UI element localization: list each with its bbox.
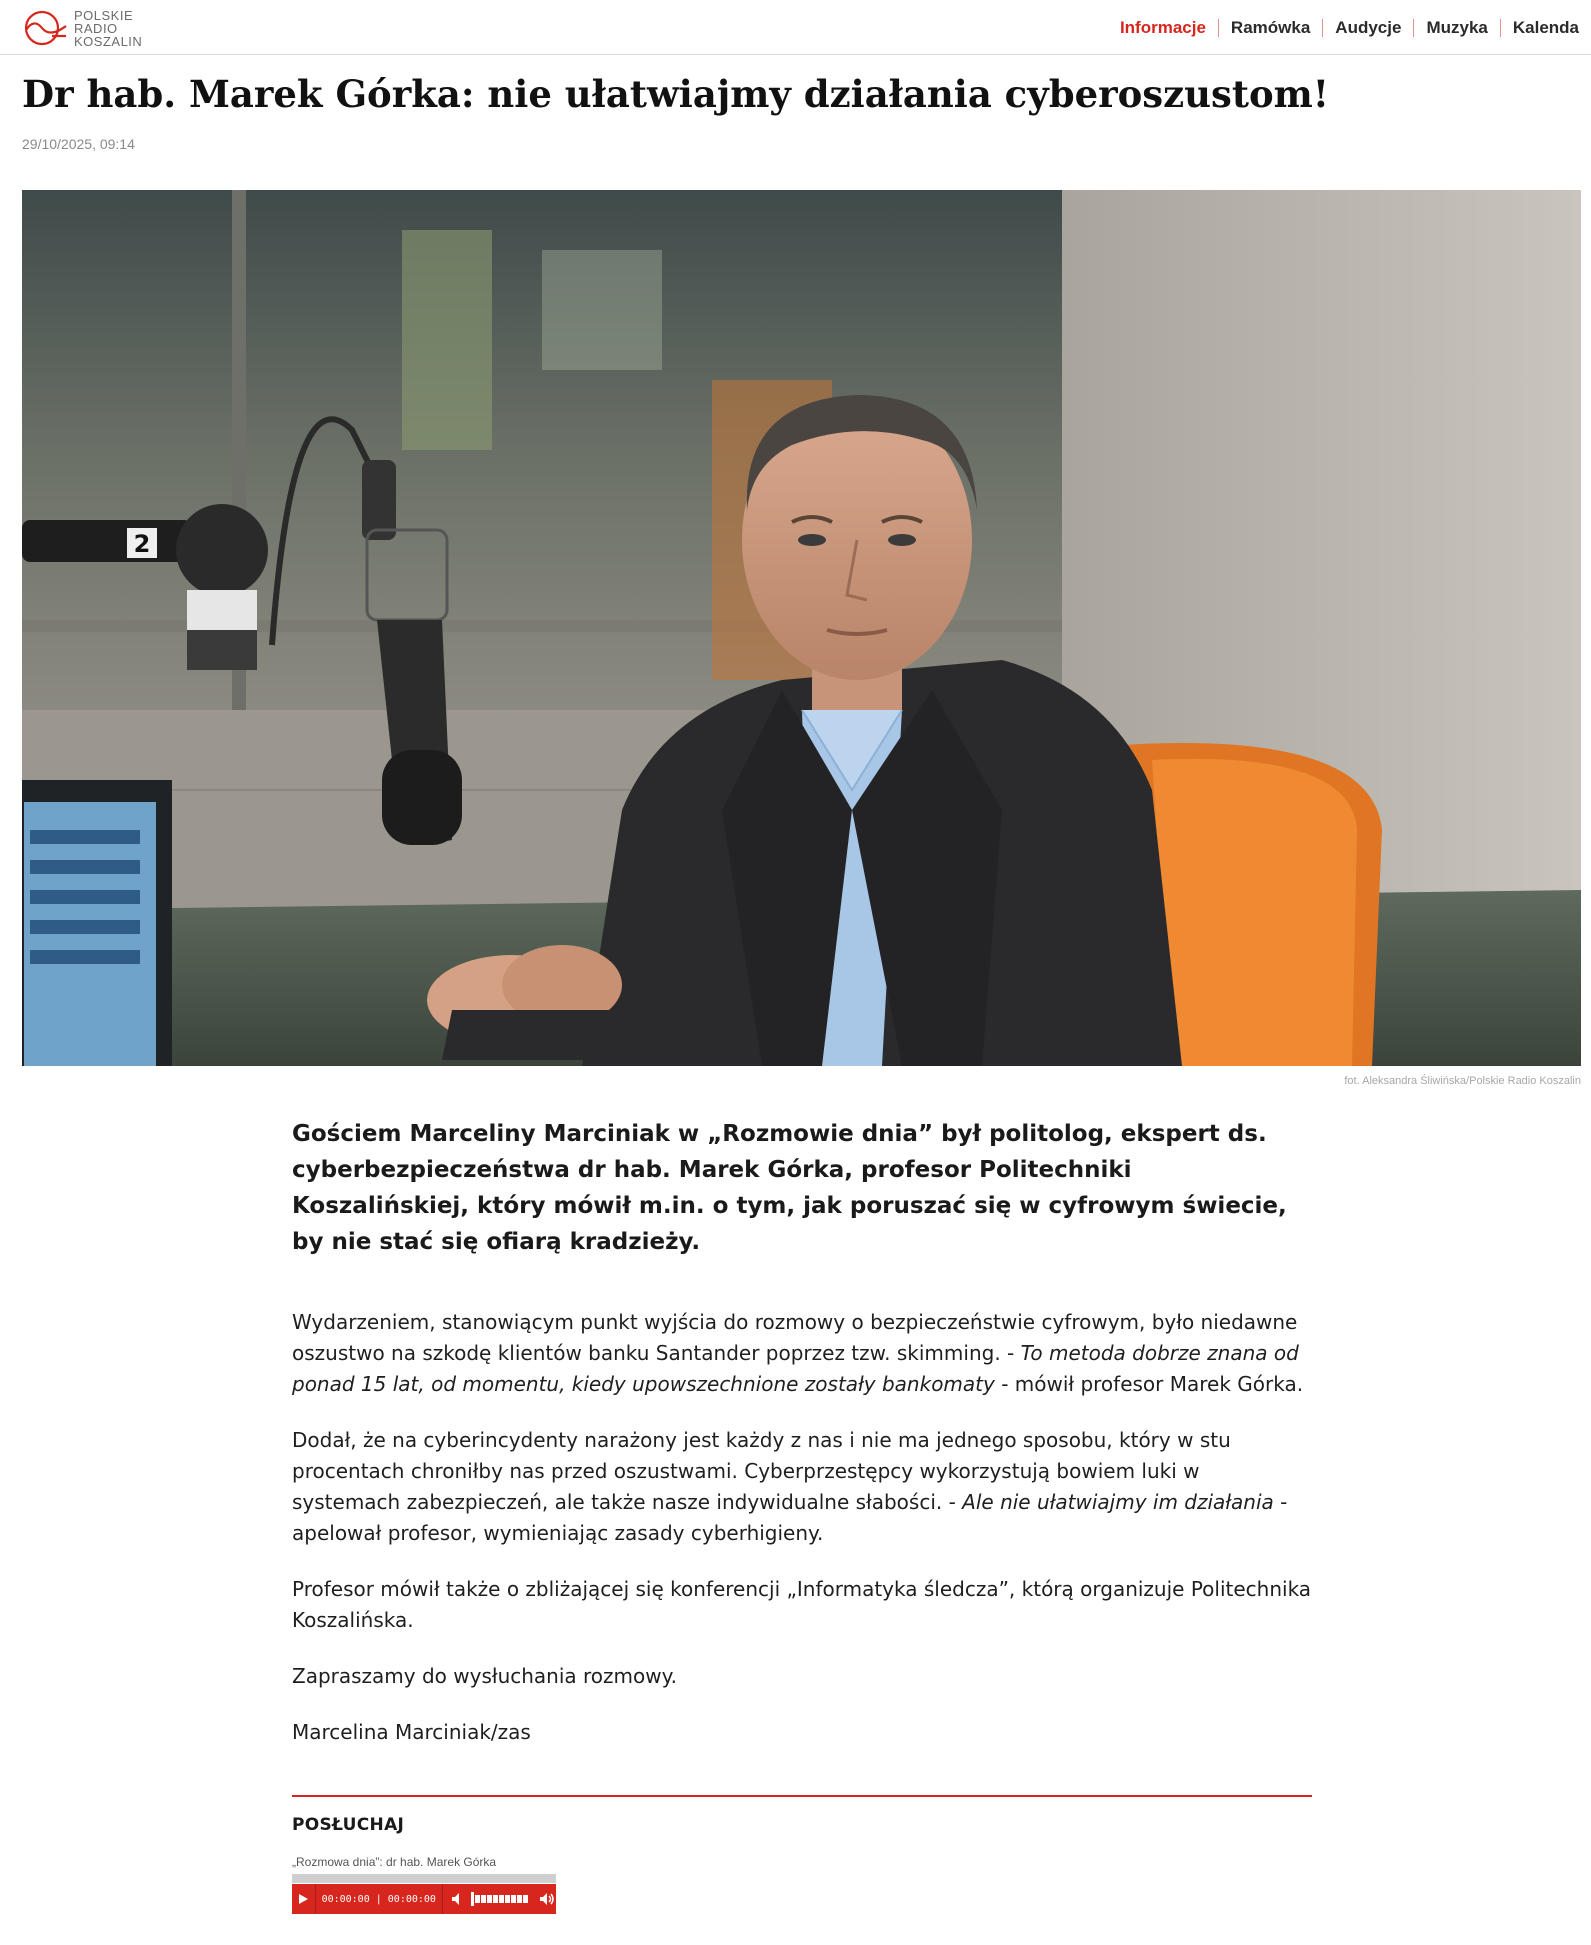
logo-wordmark [74,9,142,48]
volume-segment [481,1895,486,1903]
article-photo [22,190,1581,1066]
audio-time: 00:00:00 | 00:00:00 [316,1884,443,1914]
body-paragraph: Zapraszamy do wysłuchania rozmowy. [292,1664,677,1688]
listen-heading: POSŁUCHAJ [292,1815,405,1835]
audio-player [292,1884,556,1914]
mic-arm-number: 2 [133,530,151,558]
logo-line: RADIO [74,20,118,36]
article-body [292,1307,1312,1773]
main-nav [1108,14,1591,42]
volume-segment [517,1895,522,1903]
quote-text: To metoda dobrze znana od ponad 15 lat, od momentu, kiedy upowszechnione zostały bankomaty [292,1341,1299,1396]
volume-max-icon [539,1892,555,1906]
volume-control[interactable] [443,1892,528,1906]
paragraph-text: - mówił profesor Marek Górka. [994,1372,1304,1396]
author-signature: Marcelina Marciniak/zas [292,1720,531,1744]
audio-title: „Rozmowa dnia”: dr hab. Marek Górka [292,1855,497,1869]
volume-segment [475,1895,480,1903]
nav-item-kalendarz[interactable]: Kalenda [1512,18,1579,37]
volume-segment [505,1895,510,1903]
photo-credit: fot. Aleksandra Śliwińska/Polskie Radio Koszalin [1344,1075,1581,1087]
radio-wave-logo-icon [22,8,68,48]
top-bar [0,0,1591,55]
article-title: Dr hab. Marek Górka: nie ułatwiajmy działania cyberoszustom! [22,72,1330,116]
volume-icon [451,1892,465,1906]
nav-item-audycje[interactable]: Audycje [1335,18,1402,37]
volume-segment [493,1895,498,1903]
volume-segment [511,1895,516,1903]
quote-text: Ale nie ułatwiajmy im działania [962,1490,1274,1514]
article-date: 29/10/2025, 09:14 [22,136,135,152]
volume-segment [523,1895,528,1903]
body-paragraph [292,1425,1312,1549]
paragraph-text: Dodał, że na cyberincydenty narażony jest każdy z nas i nie ma jednego sposobu, który w stu procentach chroniłby nas przed oszustwami. Cyberprzestępcy wykorzystują bowiem luki w systemach zabezpieczeń, ale także nasze indywidualne słabości. - [292,1428,1231,1514]
play-button[interactable] [292,1884,316,1914]
play-icon [297,1893,309,1905]
volume-max-button[interactable] [538,1884,556,1914]
logo-line: POLSKIE [74,7,134,23]
listen-divider [292,1795,1312,1797]
volume-slider[interactable] [471,1892,528,1906]
volume-knob[interactable] [471,1892,474,1906]
body-paragraph [292,1307,1312,1400]
paragraph-text: Wydarzeniem, stanowiącym punkt wyjścia do rozmowy o bezpieczeństwie cyfrowym, było niedawne oszustwo na szkodę klientów banku Santander poprzez tzw. skimming. - [292,1310,1298,1365]
nav-item-ramowka[interactable]: Ramówka [1230,18,1311,37]
volume-segment [487,1895,492,1903]
article-lead: Gościem Marceliny Marciniak w „Rozmowie dnia” był politolog, ekspert ds. cyberbezpieczeństwa dr hab. Marek Górka, profesor Politechniki Koszalińskiej, który mówił m.in. o tym, jak poruszać się w cyfrowym świecie, by nie stać się ofiarą kradzieży. [292,1121,1287,1255]
studio-photo-illustration [22,190,1581,1066]
body-paragraph: Profesor mówił także o zbliżającej się konferencji „Informatyka śledcza”, którą organizuje Politechnika Koszalińska. [292,1577,1312,1632]
nav-item-informacje[interactable]: Informacje [1119,18,1206,37]
audio-progress-bar[interactable] [292,1874,556,1883]
volume-segment [499,1895,504,1903]
site-logo[interactable] [22,8,142,48]
paragraph-text: - apelował profesor, wymieniając zasady cyberhigieny. [292,1490,1288,1545]
nav-item-muzyka[interactable]: Muzyka [1426,18,1488,37]
logo-line: KOSZALIN [74,33,143,49]
